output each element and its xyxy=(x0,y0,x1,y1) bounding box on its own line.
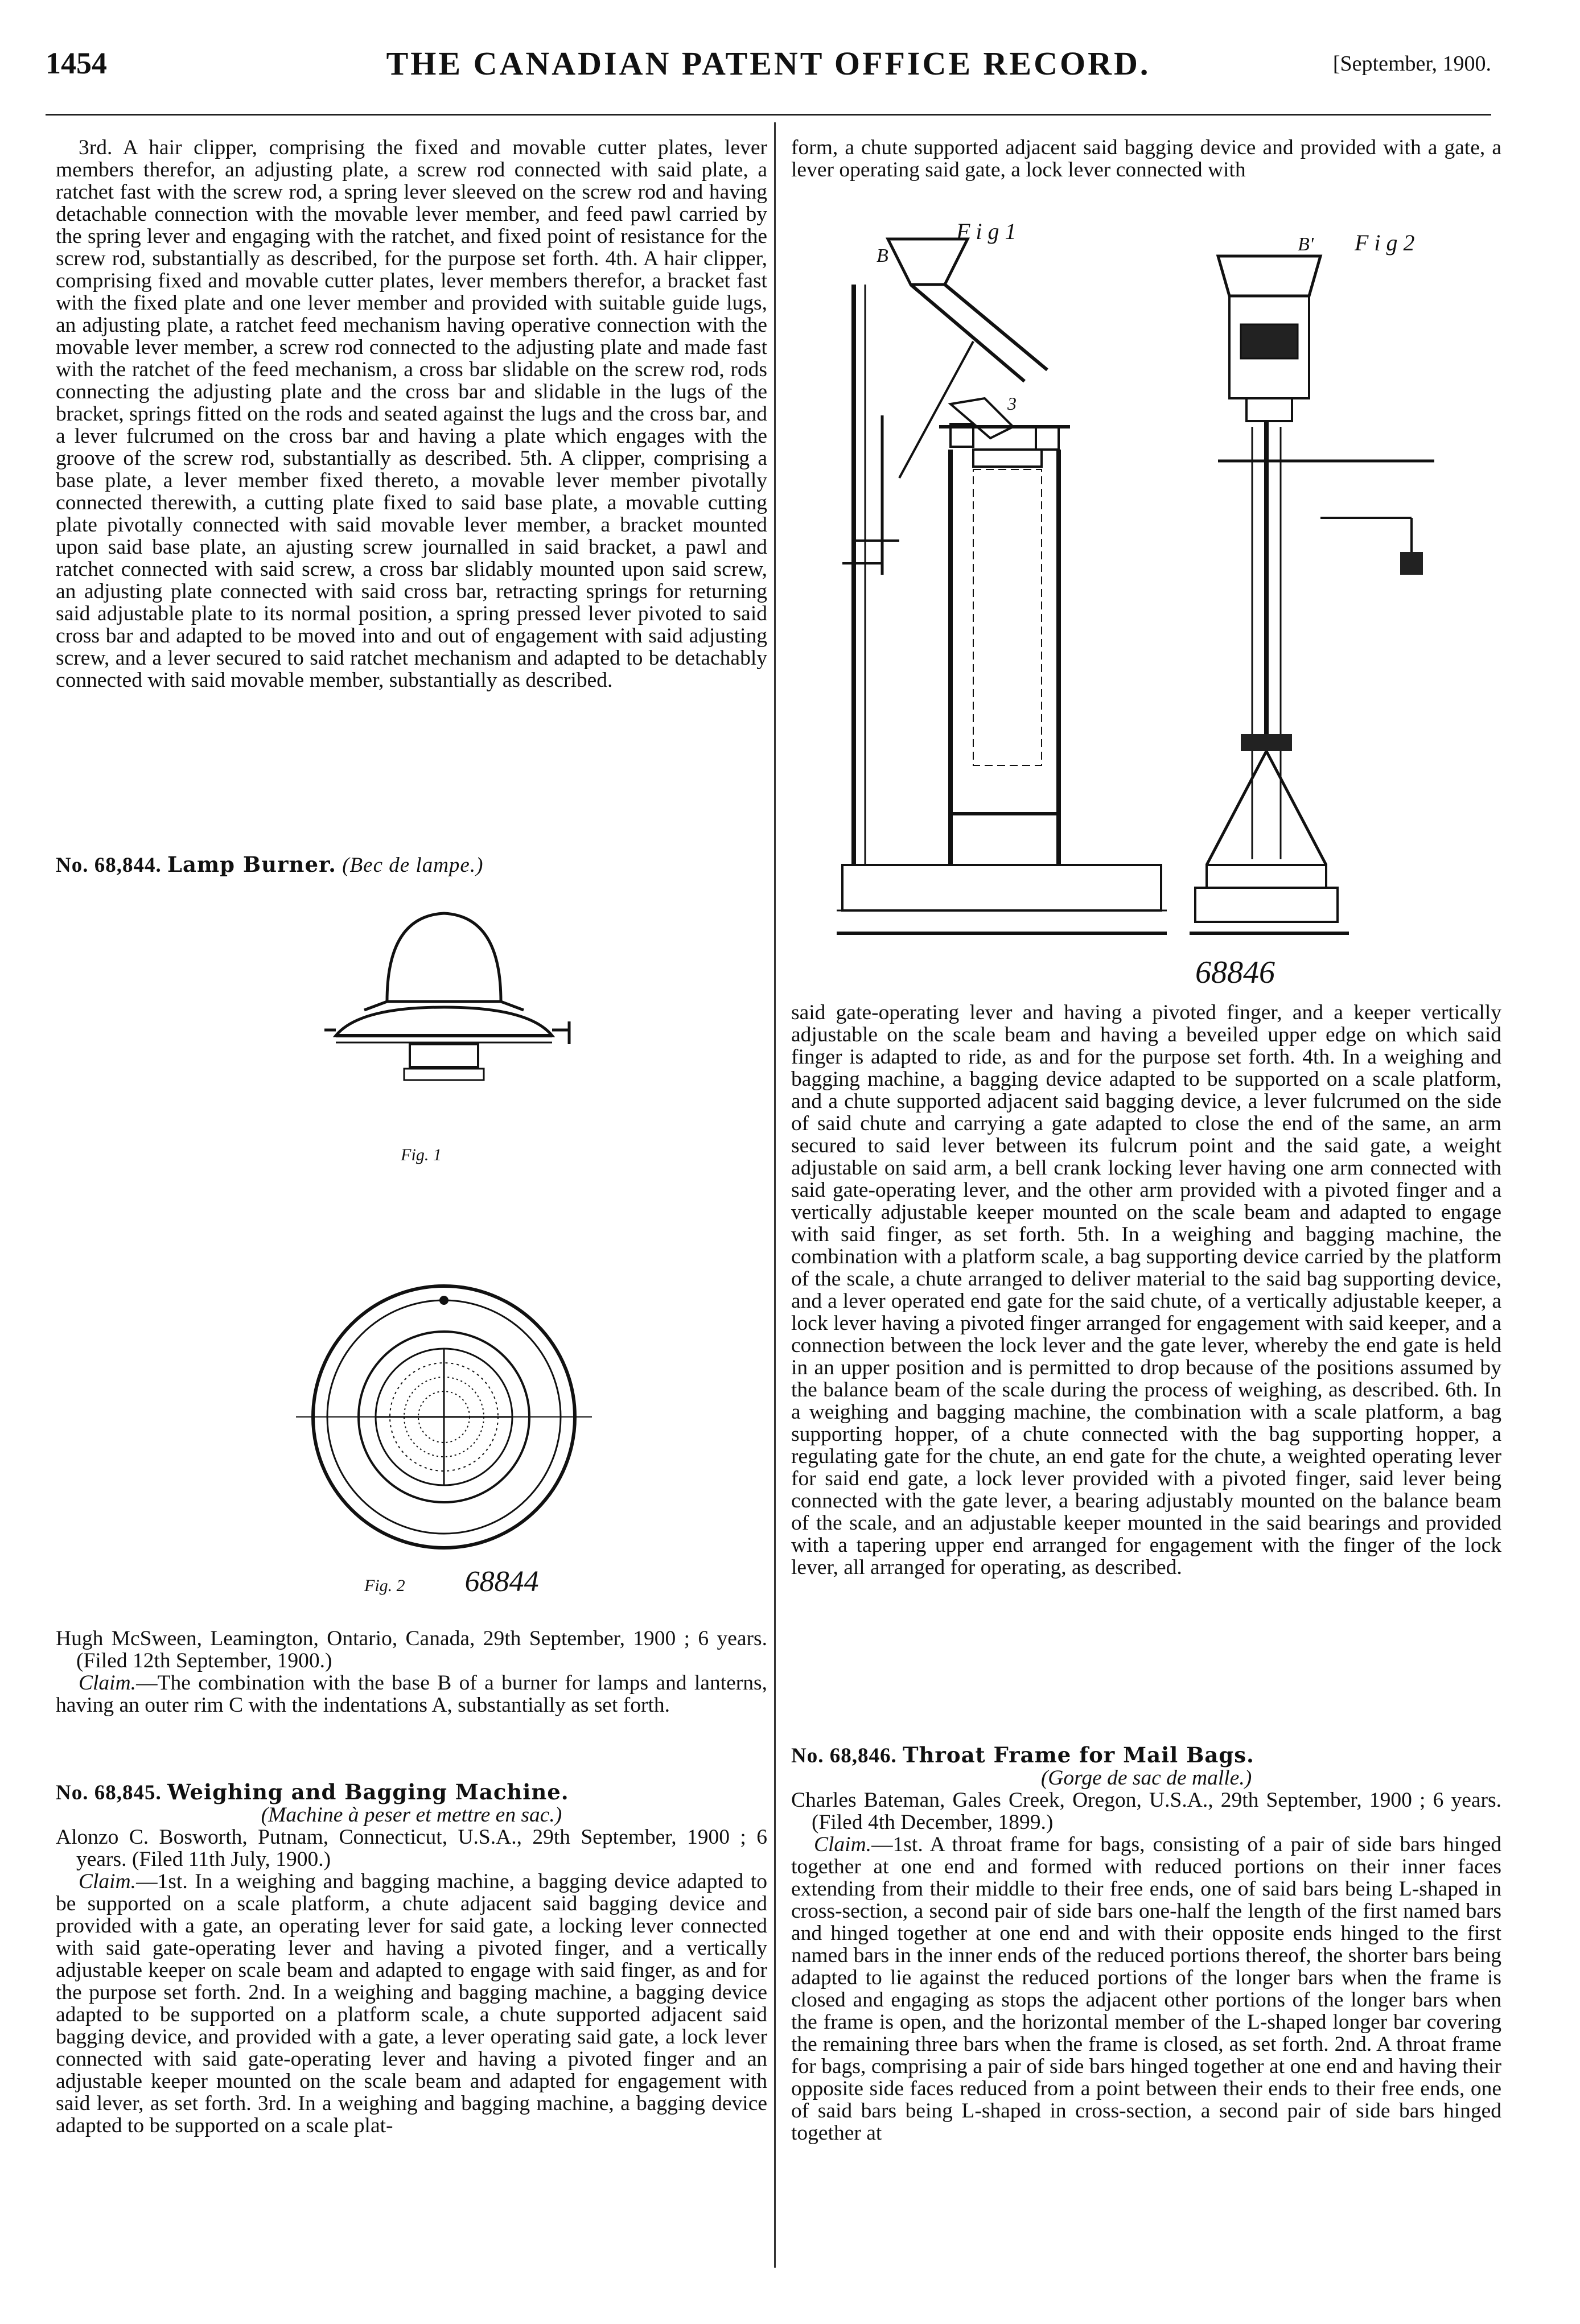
column-divider xyxy=(774,122,776,2268)
lamp-fig2-caption xyxy=(364,1565,660,1598)
weighing-machine-drawing xyxy=(808,211,1480,996)
claim-text: —1st. A throat frame for bags, consisting of a pair of side bars hinged together at one end and formed with reduced portions on their inner faces extending from their middle to their free ends, one of said bars being L-shaped in cross-section, a second pair of side bars one-half the length of the first named bars and hinged together at one end and with their opposite ends hinged to the first named bars in the inner ends of the reduced portions thereof, the shorter bars being adapted to lie against the reduced portions of the longer bars when the frame is closed and engaging as stops the adjacent other portions of the longer bars when the frame is open, and the horizontal member of the L-shaped longer bar covering the remaining three bars when the frame is closed, as set forth. 2nd. A throat frame for bags, comprising a pair of side bars hinged together at one end and having their opposite side faces reduced from a point between their ends to their free ends, one of said bars being L-shaped in cross-section, a second pair of side bars hinged together at xyxy=(791,1833,1501,2145)
patent-68845 xyxy=(56,1781,767,2137)
patent-title: Weighing and Bagging Machine. xyxy=(167,1779,569,1804)
patent-title: Lamp Burner. xyxy=(167,852,336,877)
drawing-number: 68846 xyxy=(1195,955,1275,990)
patent-french-title: (Machine à peser et mettre en sac.) xyxy=(261,1803,562,1827)
drawing-number: 68844 xyxy=(464,1565,539,1598)
patent-68846 xyxy=(791,1744,1501,2144)
patent-french-title: (Bec de lampe.) xyxy=(342,854,484,877)
lamp-fig1-label xyxy=(387,1144,455,1166)
patent-number: No. 68,846. xyxy=(791,1744,897,1767)
patent-title: Throat Frame for Mail Bags. xyxy=(902,1742,1254,1767)
inventor-line: Alonzo C. Bosworth, Putnam, Connecticut, U.S.A., 29th September, 1900 ; 6 years. (Filed 11th July, 1900.) xyxy=(56,1826,767,1871)
claim-paragraph xyxy=(791,1833,1501,2144)
patent-68844-heading xyxy=(56,854,767,876)
continuation-top: form, a chute supported adjacent said bagging device and provided with a gate, a lever operating said gate, a lock lever connected with xyxy=(791,136,1501,182)
issue-date: [September, 1900. xyxy=(1332,52,1491,76)
svg-text:3: 3 xyxy=(1007,393,1017,414)
claim-label: Claim. xyxy=(79,1870,137,1893)
claim-label: Claim. xyxy=(814,1833,872,1856)
patent-number: No. 68,844. xyxy=(56,854,162,877)
right-column-top-continuation xyxy=(791,137,1501,181)
claim-text: —1st. In a weighing and bagging machine, a bagging device adapted to be supported on a scale platform, a chute adjacent said bagging device and provided with a gate, an operating lever for said gate, a locking lever connected with said gate-operating lever and having a pivoted finger, and a vertically adjustable keeper on scale beam and adapted to engage with said finger, as and for the purpose set forth. 2nd. In a weighing and bagging machine, a bagging device adapted to be supported on a platform scale, a chute supported adjacent said bagging device, and provided with a gate, a lever operating said gate, a lock lever connected with said gate-operating lever and having a pivoted finger and an adjustable keeper mounted on the scale beam and adapted for engagement with said lever, as set forth. 3rd. In a weighing and bagging machine, a bagging device adapted to be supported on a scale plat- xyxy=(56,1870,767,2137)
header-rule xyxy=(46,114,1491,116)
patent-number: No. 68,845. xyxy=(56,1781,162,1804)
fig2-label: Fig. 2 xyxy=(364,1576,405,1595)
right-column-continuation xyxy=(791,1002,1501,1579)
lamp-burner-fig1 xyxy=(302,899,586,1138)
claim-text: —The combination with the base B of a burner for lamps and lanterns, having an outer rim C with the indentations A, substantially as set forth. xyxy=(56,1671,767,1717)
patent-french-title: (Gorge de sac de malle.) xyxy=(1040,1766,1252,1790)
lamp-burner-fig2 xyxy=(296,1269,592,1565)
claim-label: Claim. xyxy=(79,1671,137,1695)
drawing-number-68846 xyxy=(1195,955,1309,990)
left-column-continuation xyxy=(56,137,767,691)
page-number: 1454 xyxy=(46,46,107,80)
hair-clipper-claims-continued: 3rd. A hair clipper, comprising the fixed and movable cutter plates, lever members therefor, an adjusting plate, a screw rod connected with said plate, a ratchet fast with the screw rod, a spring lever sleeved on the screw rod and having detachable connection with the movable lever member, and feed pawl carried by the spring lever and engaging with the ratchet, and fixed point of resistance for the screw rod, substantially as described, for the purpose set forth. 4th. A hair clipper, comprising fixed and movable cutter plates, lever members therefor, a bracket fast with the fixed plate and one lever member and provided with suitable guide lugs, an adjusting plate, a ratchet feed mechanism having operative connection with the movable lever member, a screw rod connected to the adjusting plate and made fast with the ratchet of the feed mechanism, a cross bar slidable on the screw rod, rods connecting the adjusting plate and the cross bar and slidable in the lugs of the bracket, springs fitted on the rods and seated against the lugs and the cross bar, and a lever fulcrumed on the cross bar and having a plate which engages with the groove of the screw rod, substantially as described. 5th. A clipper, comprising a base plate, a lever member fixed thereto, a movable lever member pivotally connected therewith, a cutting plate fixed to said base plate, a movable cutting plate pivotally connected with said movable lever member, a bracket mounted upon said base plate, an ajusting screw journalled in said bracket, a pawl and ratchet connected with said screw, a cross bar slidably mounted upon said screw, an adjusting plate connected with said cross bar, retracting springs for returning said adjustable plate to its normal position, a spring pressed lever pivoted to said cross bar and adapted to be moved into and out of engagement with said adjusting screw, and a lever secured to said ratchet mechanism and adapted to be detachably connected with said movable member, substantially as described. xyxy=(56,136,767,692)
claim-paragraph xyxy=(56,1672,767,1716)
svg-text:F i g 1: F i g 1 xyxy=(956,219,1017,244)
weighing-claims-continued: said gate-operating lever and having a pivoted finger, and a keeper vertically adjustable on the scale beam and having a beveiled upper edge on which said finger is adapted to ride, as and for the purpose set forth. 4th. In a weighing and bagging machine, a bagging device adapted to be supported on a scale platform, and a chute supported adjacent said bagging device, a lever fulcrumed on the side of said chute and carrying a gate adapted to close the end of the same, an arm secured to said lever between its fulcrum point and the said gate, a weight adjustable on said arm, a bell crank locking lever having one arm connected with said gate-operating lever, and the other arm provided with a pivoted finger and a vertically adjustable keeper mounted on the scale beam and adapted to engage with said finger, as set forth. 5th. In a weighing and bagging machine, the combination with a platform scale, a bag supporting device carried by the platform of the scale, a chute arranged to deliver material to the said bag supporting device, and a lever operated end gate for the said chute, of a vertically adjustable keeper, a lock lever having a pivoted finger arranged for engagement with said keeper, and a connection between the lock lever and the gate lever, whereby the end gate is held in an upper position and is permitted to drop because of the positions assumed by the balance beam of the scale during the process of weighing, as described. 6th. In a weighing and bagging machine, the combination with a scale platform, a bag supporting hopper, of a chute connected with the bag supporting hopper, a regulating gate for the chute, an end gate for the chute, a weighted operating lever for said end gate, a lock lever provided with a pivoted finger, said lever being connected with the gate lever, a bearing adjustably mounted on the balance beam of the scale, and an adjustable keeper mounted in the said bearings and provided with a tapering upper end arranged for engagement with the finger of the lock lever, all arranged for operating, as described. xyxy=(791,1001,1501,1579)
svg-text:B: B xyxy=(877,245,888,266)
publication-title: THE CANADIAN PATENT OFFICE RECORD. xyxy=(386,45,1151,82)
page-header xyxy=(46,40,1491,91)
patent-68844-body xyxy=(56,1627,767,1716)
fig1-label: Fig. 1 xyxy=(401,1145,442,1164)
svg-text:F i g 2: F i g 2 xyxy=(1355,230,1415,256)
svg-text:B': B' xyxy=(1298,234,1314,255)
claim-paragraph xyxy=(56,1870,767,2137)
inventor-line: Hugh McSween, Leamington, Ontario, Canada, 29th September, 1900 ; 6 years. (Filed 12th September, 1900.) xyxy=(56,1627,767,1672)
inventor-line: Charles Bateman, Gales Creek, Oregon, U.S.A., 29th September, 1900 ; 6 years. (Filed 4th December, 1899.) xyxy=(791,1789,1501,1834)
